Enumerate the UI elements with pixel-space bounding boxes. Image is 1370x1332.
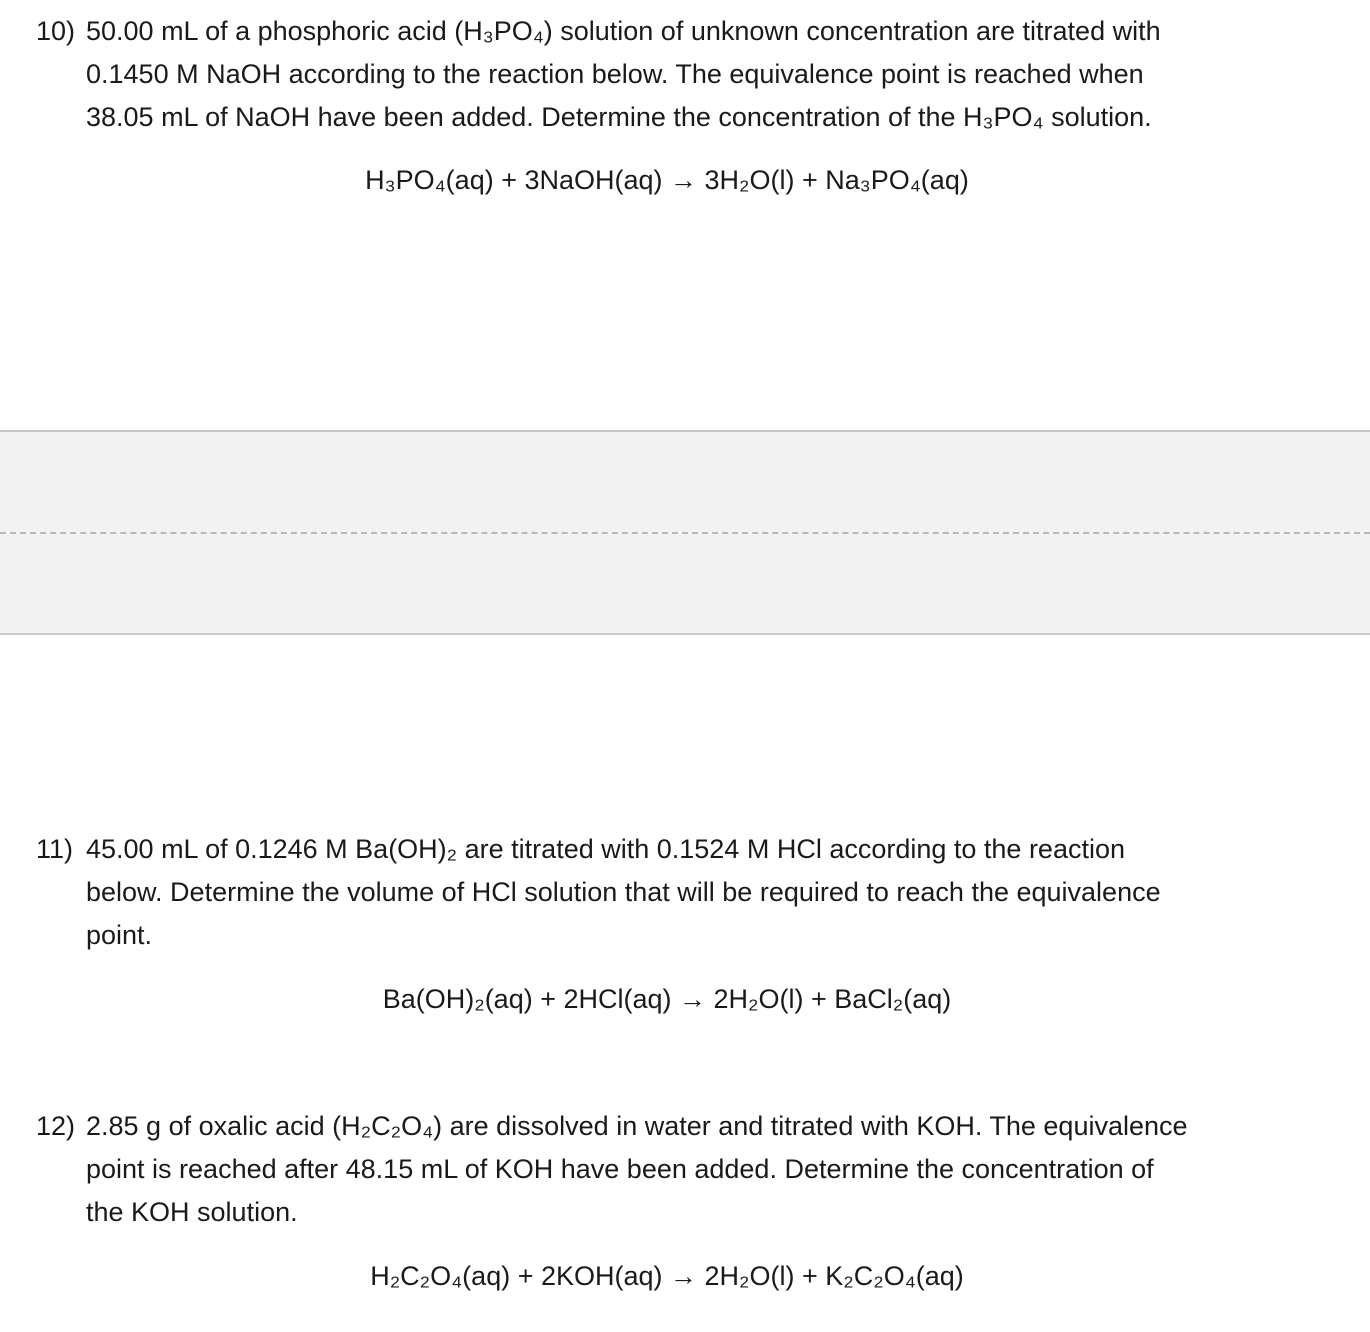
problem-11-line-3: point. [86,920,153,950]
problem-10-number: 10) [36,16,76,46]
problem-10 [36,10,1326,139]
page-break-dashed-line [0,532,1370,534]
problem-10-line-1 [36,10,1326,53]
problem-10-line-2: 0.1450 M NaOH according to the reaction below. The equivalence point is reached when [86,59,1144,89]
problem-12-line-3: the KOH solution. [86,1197,298,1227]
problem-10-line-3: 38.05 mL of NaOH have been added. Determine the concentration of the H₃PO₄ solution. [86,102,1152,132]
problem-11 [36,828,1326,957]
problem-12-line-2: point is reached after 48.15 mL of KOH have been added. Determine the concentration of [86,1154,1154,1184]
problem-11-number: 11) [36,834,74,864]
problem-11-text-1: 45.00 mL of 0.1246 M Ba(OH)₂ are titrated with 0.1524 M HCl according to the reaction [86,834,1125,864]
problem-10-equation: H₃PO₄(aq) + 3NaOH(aq) → 3H₂O(l) + Na₃PO₄(aq) [365,165,969,195]
problem-12-number: 12) [36,1111,76,1141]
problem-12-text-1: 2.85 g of oxalic acid (H₂C₂O₄) are dissolved in water and titrated with KOH. The equivalence [86,1111,1188,1141]
problem-12-line-1 [36,1105,1326,1148]
problem-11-line-1 [36,828,1326,871]
problem-12 [36,1105,1326,1234]
page-break [0,430,1370,635]
problem-12-equation: H₂C₂O₄(aq) + 2KOH(aq) → 2H₂O(l) + K₂C₂O₄(aq) [370,1261,964,1291]
problem-10-text-1: 50.00 mL of a phosphoric acid (H₃PO₄) solution of unknown concentration are titrated with [86,16,1161,46]
problem-11-line-2: below. Determine the volume of HCl solution that will be required to reach the equivalence [86,877,1161,907]
problem-11-equation: Ba(OH)₂(aq) + 2HCl(aq) → 2H₂O(l) + BaCl₂(aq) [382,984,952,1014]
